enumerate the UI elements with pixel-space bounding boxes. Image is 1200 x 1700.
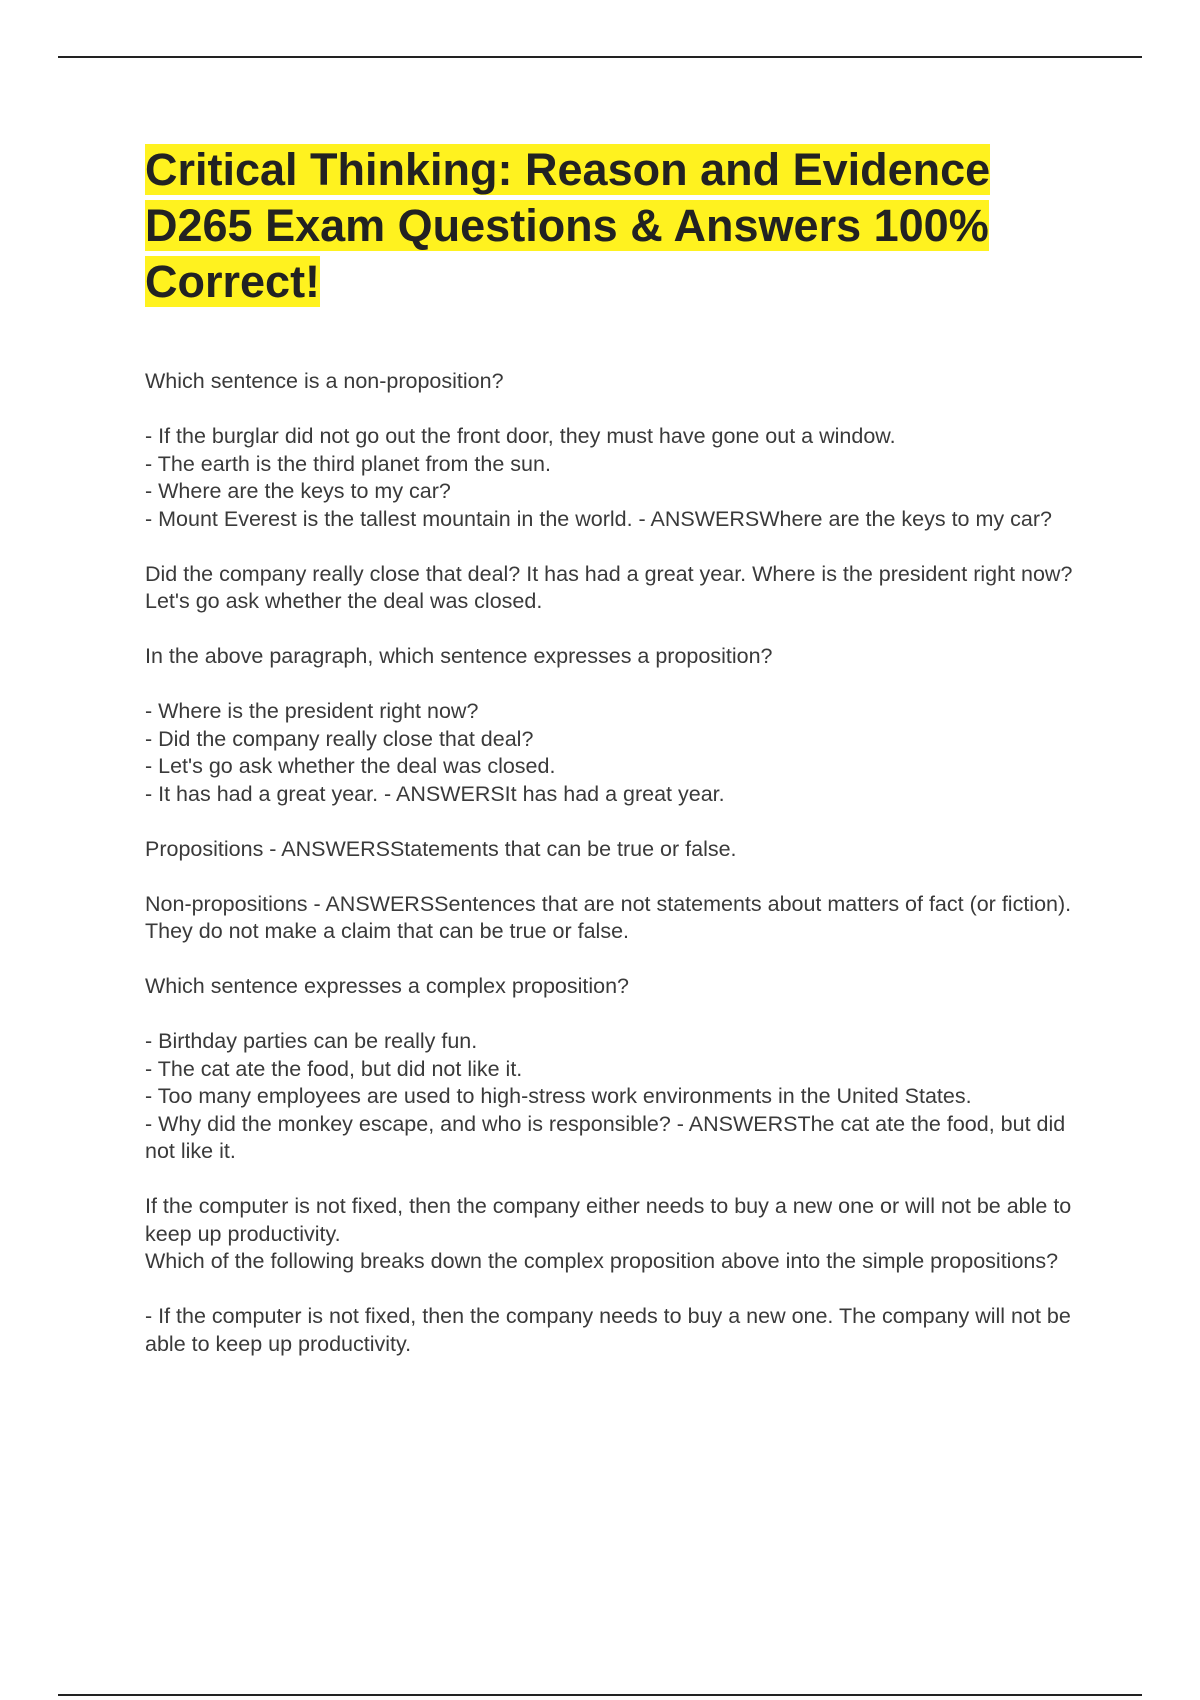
answer-options [145,423,1090,533]
document-title [145,142,1065,310]
option-line: - If the computer is not fixed, then the company needs to buy a new one. The company will not be able to keep up productivity. [145,1304,1071,1356]
definition-text: Non-propositions - ANSWERSSentences that are not statements about matters of fact (or fiction). They do not make a claim that can be true or false. [145,891,1072,943]
paragraph [145,973,1090,1001]
top-rule [58,56,1142,58]
option-line-with-answer: - Mount Everest is the tallest mountain in the world. - ANSWERSWhere are the keys to my car? [145,506,1052,531]
passage-text: If the computer is not fixed, then the company either needs to buy a new one or will not be able to keep up productivity. [145,1194,1072,1246]
bottom-rule [58,1694,1142,1696]
option-line: - Birthday parties can be really fun. [145,1029,478,1053]
document-content [145,142,1090,1358]
option-line: - The cat ate the food, but did not like it. [145,1056,523,1081]
option-line: - If the burglar did not go out the front door, they must have gone out a window. [145,424,896,448]
question-text: Which sentence expresses a complex proposition? [145,974,630,998]
definition-text: Propositions - ANSWERSStatements that can be true or false. [145,836,737,861]
passage-text: Did the company really close that deal? It has had a great year. Where is the president right now? Let's go ask whether the deal was closed. [145,561,1073,613]
option-line: - Let's go ask whether the deal was closed. [145,754,556,778]
option-line: - The earth is the third planet from the sun. [145,451,551,476]
option-line-with-answer: - Why did the monkey escape, and who is responsible? - ANSWERSThe cat ate the food, but did not like it. [145,1111,1066,1163]
answer-options [145,1303,1090,1358]
question-text: Which sentence is a non-proposition? [145,369,504,393]
paragraph [145,1193,1090,1276]
question-text: Which of the following breaks down the complex proposition above into the simple propositions? [145,1249,1059,1273]
option-line: - Where are the keys to my car? [145,479,451,503]
definition [145,891,1090,946]
answer-options [145,698,1090,808]
title-highlight: Critical Thinking: Reason and Evidence D265 Exam Questions & Answers 100% Correct! [145,144,991,307]
option-line: - Did the company really close that deal? [145,726,534,751]
document-body [145,368,1090,1358]
paragraph [145,368,1090,396]
option-line: - Too many employees are used to high-stress work environments in the United States. [145,1084,972,1108]
paragraph [145,643,1090,671]
paragraph [145,561,1090,616]
option-line-with-answer: - It has had a great year. - ANSWERSIt has had a great year. [145,781,725,806]
question-text: In the above paragraph, which sentence expresses a proposition? [145,644,773,668]
definition [145,836,1090,864]
answer-options [145,1028,1090,1166]
option-line: - Where is the president right now? [145,699,479,723]
